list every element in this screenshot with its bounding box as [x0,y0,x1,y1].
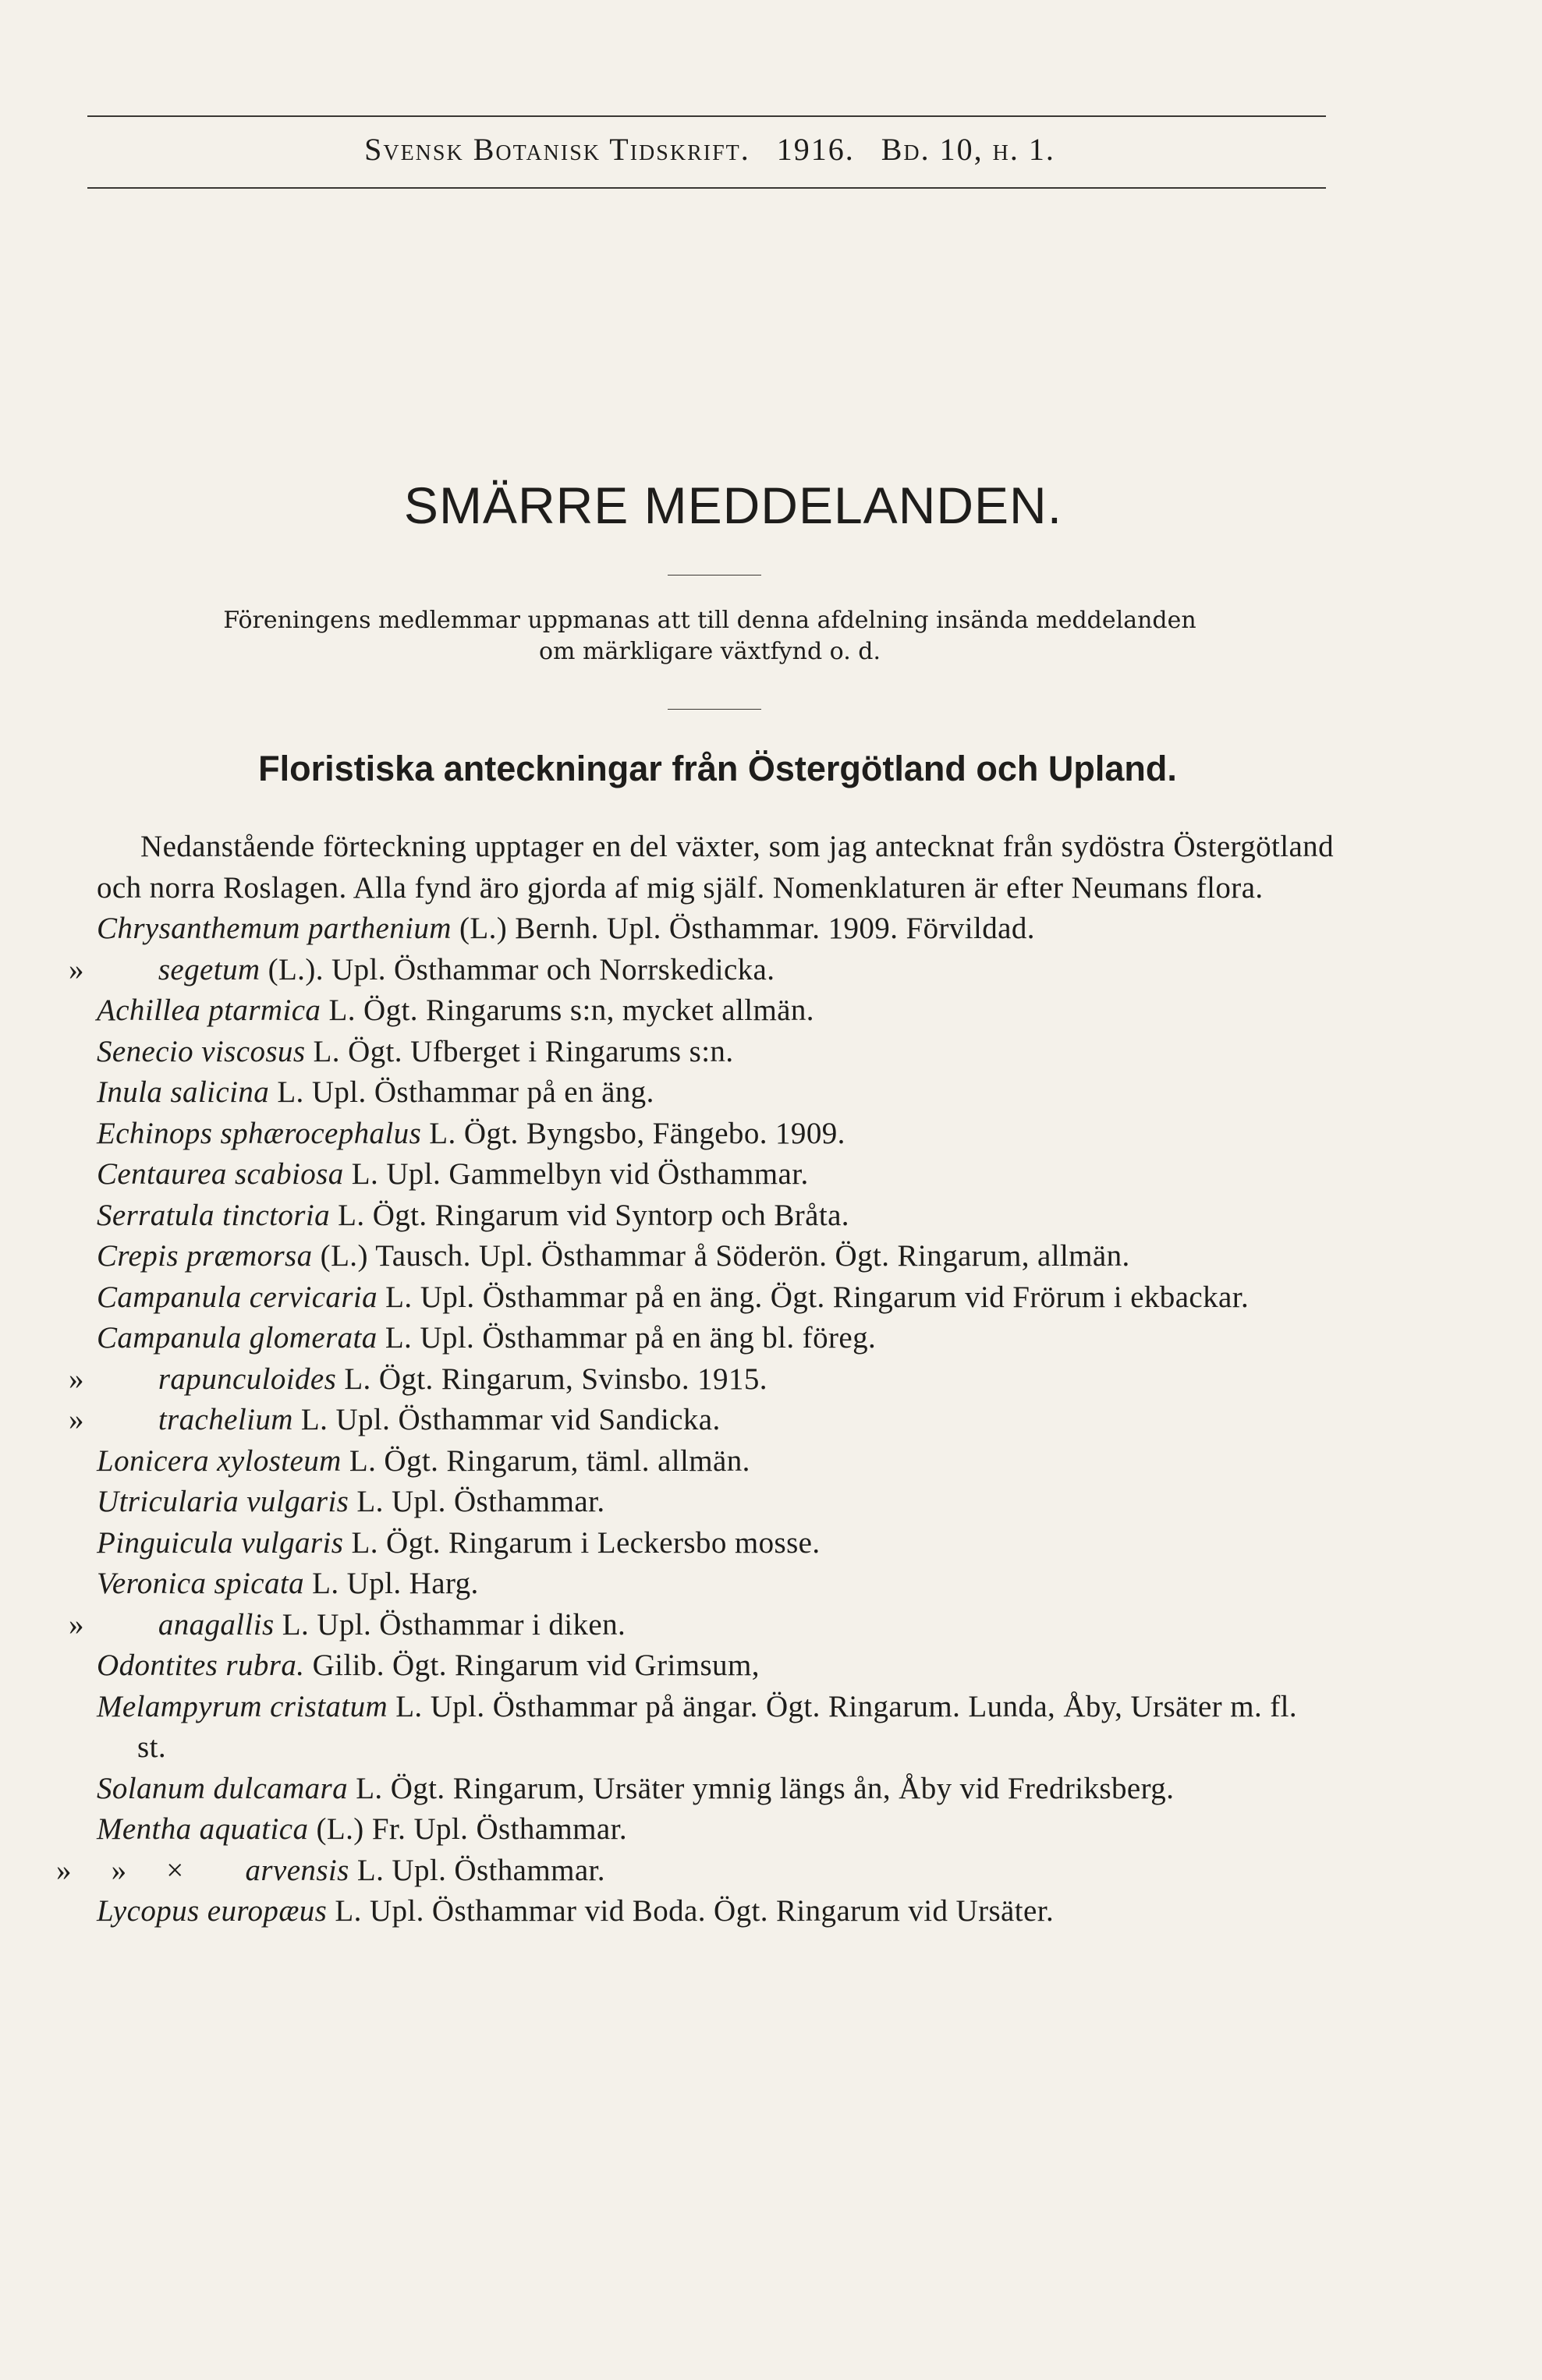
species-entry [97,1564,1334,1605]
species-locality: Gilib. Ögt. Ringarum vid Grimsum, [304,1649,760,1682]
journal-name: Svensk Botanisk Tidskrift. [364,132,750,167]
species-locality: L. Upl. Östhammar vid Sandicka. [292,1403,721,1436]
species-locality: L. Upl. Östhammar. [349,1485,605,1518]
species-locality: L. Ögt. Ringarum, täml. allmän. [341,1443,750,1478]
species-entry [97,1318,1334,1359]
species-name: Mentha aquatica [97,1812,309,1846]
species-entry [97,1114,1334,1155]
species-locality: L. Ögt. Ringarum, Svinsbo. 1915. [336,1362,767,1396]
species-entry [97,1072,1334,1114]
species-entry [97,1154,1334,1195]
species-name: Achillea ptarmica [97,993,321,1027]
species-entry [97,1891,1334,1932]
species-entry [97,1441,1334,1482]
species-entry [97,1277,1334,1319]
header-top-rule [87,115,1326,117]
journal-volume: Bd. 10, h. 1. [881,132,1055,167]
species-entry [97,1032,1334,1073]
species-entry [97,990,1334,1032]
species-locality: L. Ögt. Byngsbo, Fängebo. 1909. [421,1116,845,1150]
species-locality: (L.) Tausch. Upl. Östhammar å Söderön. Ögt. Ringarum, allmän. [312,1239,1130,1273]
species-name: Campanula glomerata [97,1321,378,1355]
species-name: Lycopus europæus [97,1894,328,1928]
species-locality: L. Upl. Östhammar på en äng. Ögt. Ringarum vid Frörum i ekbackar. [378,1280,1250,1314]
species-entry [97,1523,1334,1564]
species-name: Chrysanthemum parthenium [97,912,452,945]
species-locality: L. Ögt. Ringarums s:n, mycket allmän. [321,993,814,1027]
article-intro: Nedanstående förteckning upptager en del växter, som jag antecknat från sydöstra Östergötland och norra Roslagen. Alla fynd äro gjorda af mig själf. Nomenklaturen är efter Neumans flora. [97,830,1334,905]
species-locality: L. Ögt. Ringarum vid Syntorp och Bråta. [330,1198,849,1232]
species-entry [97,1236,1334,1277]
section-intro-line-2: om märkligare växtfynd o. d. [538,638,881,665]
species-name: Inula salicina [97,1075,270,1109]
species-name: Veronica spicata [97,1567,304,1600]
species-name: Senecio viscosus [97,1034,306,1068]
species-locality: L. Ögt. Ufberget i Ringarums s:n. [305,1034,734,1068]
species-name: segetum [158,952,261,986]
running-head [94,131,1326,168]
species-entry [97,1195,1334,1237]
species-locality: L. Upl. Östhammar vid Boda. Ögt. Ringarum vid Ursäter. [327,1894,1055,1928]
species-entry: » rapunculoides L. Ögt. Ringarum, Svinsbo. 1915. [69,1362,767,1396]
species-name: Solanum dulcamara [97,1771,349,1805]
section-divider-2 [668,709,761,710]
species-locality: L. Upl. Östhammar. [349,1853,605,1887]
species-entry [97,1809,1334,1851]
species-locality: L. Upl. Harg. [304,1567,479,1600]
species-name: Utricularia vulgaris [97,1485,349,1518]
species-entry: » segetum (L.). Upl. Östhammar och Norrskedicka. [69,952,775,986]
section-intro [94,605,1326,668]
species-locality: L. Upl. Östhammar på ängar. Ögt. Ringarum. Lunda, Åby, Ursäter m. fl. st. [137,1689,1298,1764]
species-name: Lonicera xylosteum [97,1443,342,1478]
species-name: arvensis [245,1853,349,1887]
species-name: Melampyrum cristatum [97,1689,388,1723]
species-locality: (L.). Upl. Östhammar och Norrskedicka. [260,952,775,986]
species-name: Crepis præmorsa [97,1239,313,1273]
species-name: Serratula tinctoria [97,1198,331,1232]
species-name: Centaurea scabiosa [97,1157,344,1191]
species-entry: » trachelium L. Upl. Östhammar vid Sandicka. [69,1403,721,1436]
species-entry [97,908,1334,950]
species-name: Campanula cervicaria [97,1280,378,1314]
journal-year: 1916. [776,132,855,167]
article-body [56,827,1334,1932]
species-entry [56,1851,1334,1892]
species-entry [97,1645,1334,1687]
ditto-mark: » » × [56,1853,184,1887]
section-title: SMÄRRE MEDDELANDEN. [403,476,1063,534]
species-name: Odontites rubra. [97,1649,305,1682]
article-title: Floristiska anteckningar från Östergötland och Upland. [258,749,1177,788]
species-entry [97,1482,1334,1523]
species-locality: L. Upl. Östhammar på en äng bl. föreg. [377,1321,877,1355]
species-list [56,908,1334,1932]
species-locality: L. Ögt. Ringarum, Ursäter ymnig längs ån, Åby vid Fredriksberg. [348,1771,1175,1805]
species-locality: L. Upl. Östhammar på en äng. [269,1075,654,1109]
species-entry [97,1687,1334,1769]
species-name: Echinops sphærocephalus [97,1116,422,1150]
species-entry [97,1769,1334,1810]
species-name: rapunculoides [158,1362,337,1396]
section-intro-line-1: Föreningens medlemmar uppmanas att till denna afdelning insända meddelanden [223,607,1196,634]
species-locality: L. Upl. Gammelbyn vid Östhammar. [343,1157,809,1191]
species-locality: (L.) Fr. Upl. Östhammar. [308,1812,628,1846]
species-name: anagallis [158,1607,275,1642]
species-locality: L. Ögt. Ringarum i Leckersbo mosse. [343,1525,821,1560]
species-locality: L. Upl. Östhammar i diken. [274,1607,626,1642]
species-name: Pinguicula vulgaris [97,1525,344,1560]
header-bottom-rule [87,187,1326,189]
section-divider [668,575,761,576]
species-entry: » anagallis L. Upl. Östhammar i diken. [69,1607,626,1642]
species-name: trachelium [158,1403,293,1436]
species-locality: (L.) Bernh. Upl. Östhammar. 1909. Förvildad. [451,912,1035,945]
